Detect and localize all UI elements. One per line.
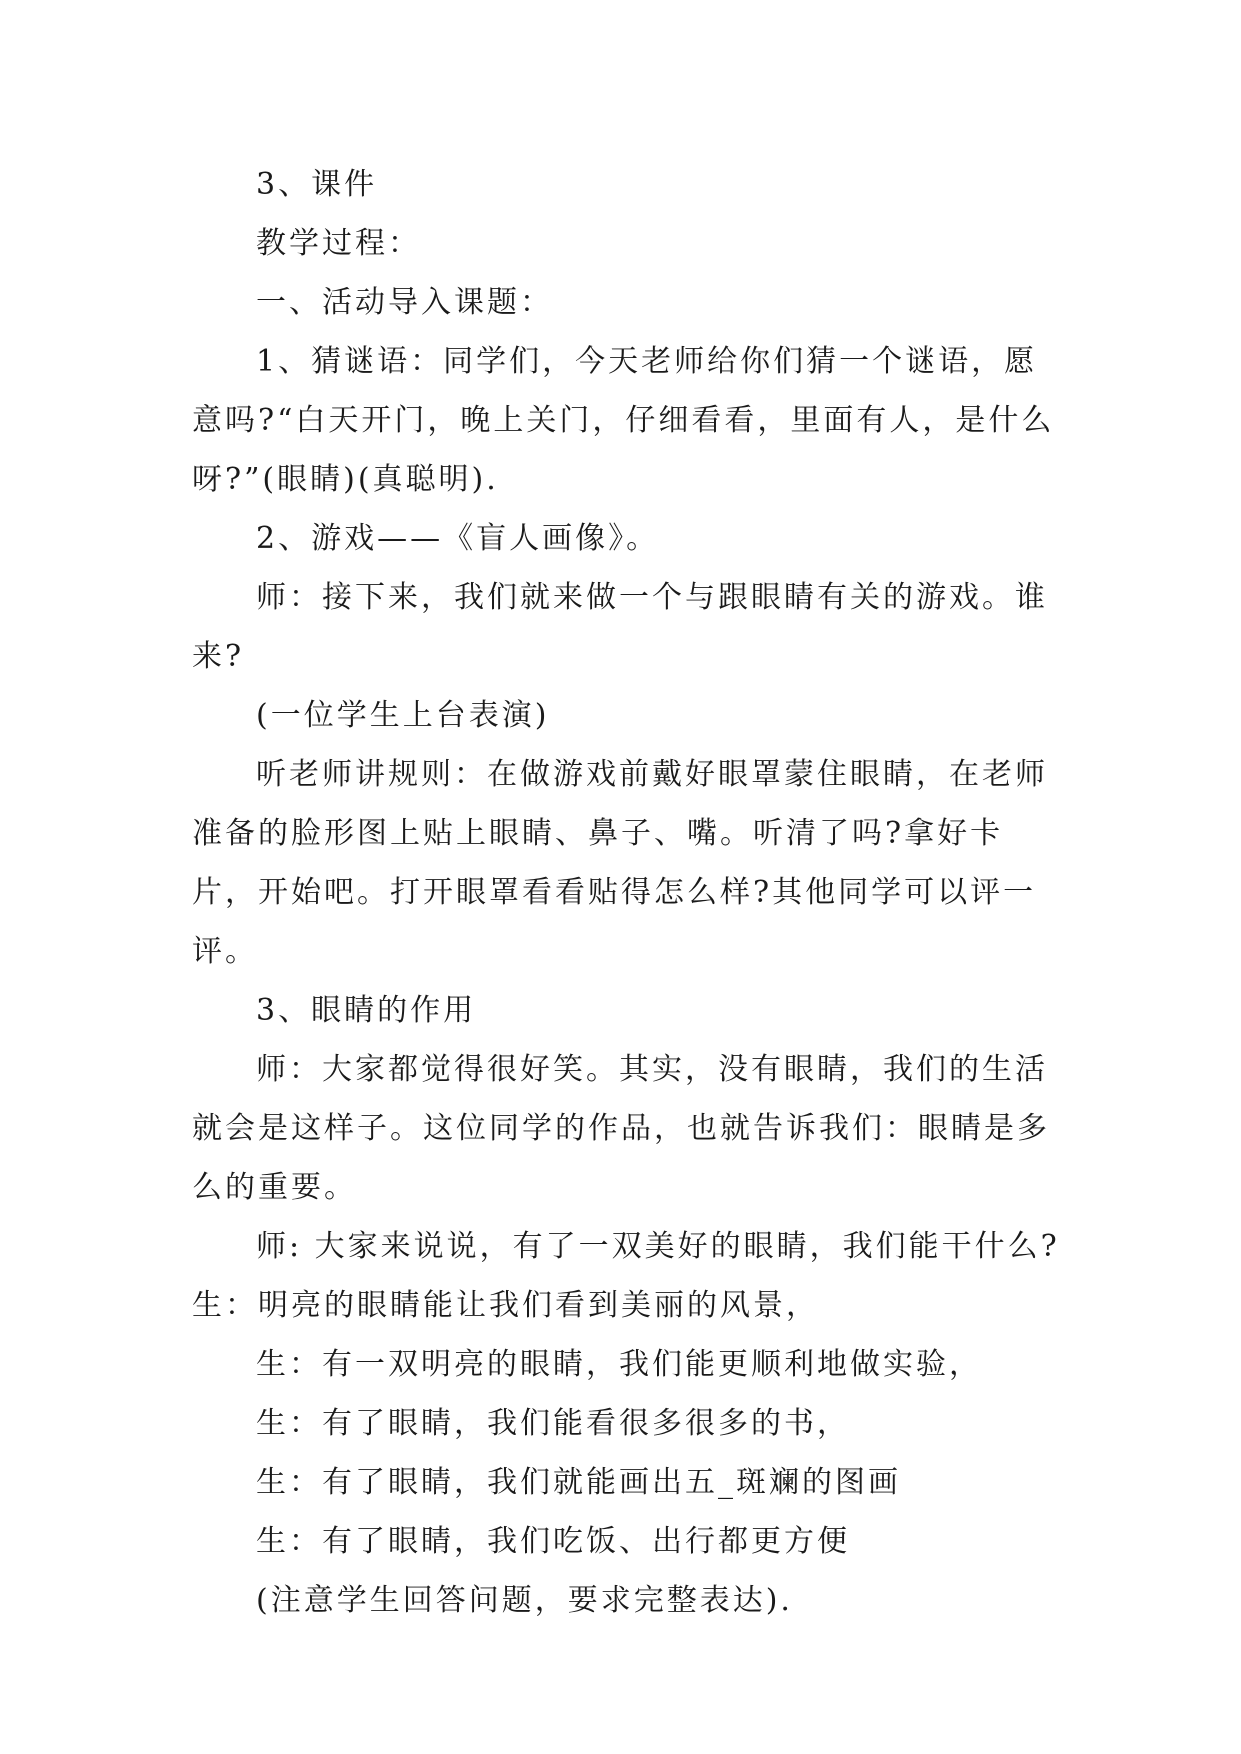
paragraph-eye-function-heading: 3、眼睛的作用 — [256, 993, 477, 1028]
section-heading-activity-intro: 一、活动导入课题： — [256, 285, 553, 320]
paragraph-student-answer-5: 生：有了眼睛，我们吃饭、出行都更方便 — [256, 1524, 850, 1559]
paragraph-rules: 听老师讲规则：在做游戏前戴好眼罩蒙住眼睛，在老师准备的脸形图上贴上眼睛、鼻子、嘴。听清了吗?拿好卡片，开始吧。打开眼罩看看贴得怎么样?其他同学可以评一评。 — [192, 757, 1048, 969]
paragraph-student-answer-3: 生：有了眼睛，我们能看很多很多的书， — [256, 1406, 850, 1441]
paragraph-student-answer-4: 生：有了眼睛，我们就能画出五_斑斓的图画 — [256, 1465, 901, 1500]
paragraph-teacher-game: 师：接下来，我们就来做一个与跟眼睛有关的游戏。谁来? — [192, 580, 1048, 674]
paragraph-teacher-importance: 师：大家都觉得很好笑。其实，没有眼睛，我们的生活就会是这样子。这位同学的作品，也就告诉我们：眼睛是多么的重要。 — [192, 1052, 1050, 1205]
paragraph-game-title: 2、游戏——《盲人画像》。 — [256, 521, 660, 556]
document-body — [192, 155, 1062, 1630]
paragraph-student-answer-1: 生：明亮的眼睛能让我们看到美丽的风景， — [192, 1288, 819, 1323]
paragraph-teaching-process: 教学过程： — [256, 226, 421, 261]
paragraph-teacher-question: 师: 大家来说说，有了一双美好的眼睛，我们能干什么? — [256, 1229, 1060, 1264]
paragraph-courseware: 3、课件 — [256, 167, 378, 202]
paragraph-student-performs: (一位学生上台表演) — [256, 698, 550, 733]
paragraph-note: (注意学生回答问题，要求完整表达). — [256, 1583, 793, 1618]
paragraph-student-answer-2: 生：有一双明亮的眼睛，我们能更顺利地做实验， — [256, 1347, 982, 1382]
paragraph-riddle: 1、猜谜语：同学们，今天老师给你们猜一个谜语，愿意吗?“白天开门，晚上关门，仔细看看，里面有人，是什么呀?”(眼睛)(真聪明). — [192, 344, 1055, 497]
